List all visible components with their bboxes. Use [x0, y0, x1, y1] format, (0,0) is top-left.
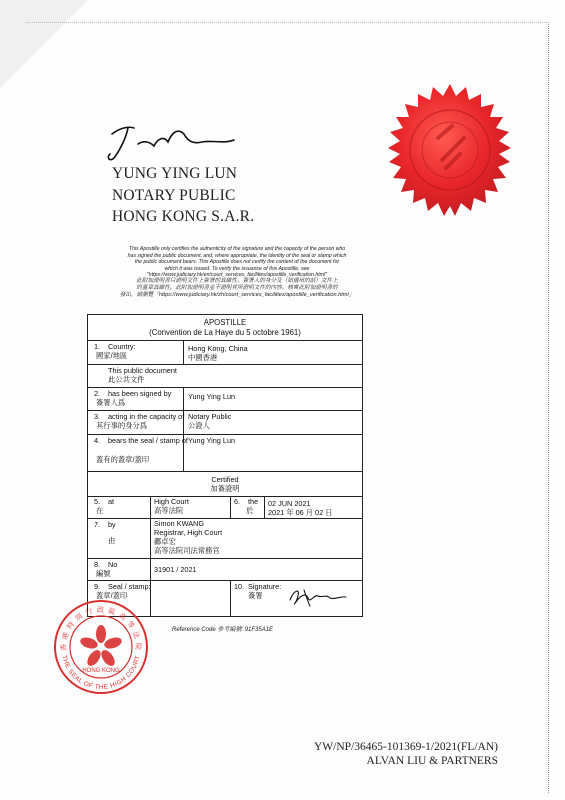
- footer-reference: [314, 741, 498, 768]
- capacity-value-zh: 公證人: [188, 421, 210, 430]
- seal-of-label-zh: 蓋有的蓋章/蓋印: [96, 455, 150, 464]
- by-value-name: Simon KWANG: [154, 519, 205, 528]
- date-value-zh: 2021 年 06 月 02 日: [268, 508, 333, 517]
- disclaimer-line: This Apostille only certifies the authenticity of the signature and the capacity of the person who: [128, 246, 346, 252]
- footer-file-ref: YW/NP/36465-101369-1/2021(FL/AN): [314, 741, 498, 753]
- disclaimer-line: 此附加證明書只證明文件上簽署的真確性、簽署人的身分及（如適用的話）文件上: [136, 278, 338, 284]
- row-number: 2.: [94, 389, 101, 398]
- at-value-zh: 高等法院: [154, 506, 184, 515]
- divider: [88, 496, 362, 497]
- red-wax-seal: [380, 82, 520, 222]
- seal-of-value: Yung Ying Lun: [188, 436, 236, 445]
- footer-firm-name: ALVAN LIU & PARTNERS: [366, 754, 498, 767]
- disclaimer-line: 的蓋章真確性。此附加證明書並不證明其所證明文件的內容。核實此附加證明書的: [136, 285, 338, 291]
- divider: [150, 496, 151, 616]
- row-number: 10.: [234, 582, 245, 591]
- by-value-title-zh: 高等法院司法常務官: [154, 546, 220, 555]
- disclaimer-line: "https://www.judiciary.hk/en/court_services_facilities/apostille_verification.html": [146, 272, 328, 279]
- by-label-zh: 由: [108, 536, 116, 545]
- divider: [88, 434, 362, 435]
- number-value: 31901 / 2021: [154, 565, 197, 574]
- date-value: 02 JUN 2021: [268, 499, 311, 508]
- row-number: 1.: [94, 342, 101, 351]
- apostille-title: APOSTILLE: [203, 318, 247, 327]
- signed-by-value: Yung Ying Lun: [188, 392, 236, 401]
- apostille-disclaimer-zh: [98, 278, 376, 299]
- number-label-zh: 編號: [96, 569, 111, 578]
- signature-label: Signature:: [248, 582, 282, 591]
- disclaimer-line: 發出，請瀏覽「https://www.judiciary.hk/zh/court_services_facilities/apostille_verification.html」: [119, 292, 355, 298]
- this-document-text-zh: 此公共文件: [108, 375, 145, 384]
- apostille-subtitle: (Convention de La Haye du 5 octobre 1961): [149, 327, 301, 337]
- divider: [88, 471, 362, 472]
- apostille-certificate: [87, 314, 363, 617]
- court-seal-inner: HONG KONG: [82, 668, 120, 674]
- at-value: High Court: [154, 497, 189, 506]
- notary-region: HONG KONG S.A.R.: [112, 208, 255, 225]
- divider: [88, 558, 362, 559]
- by-value-name-zh: 鄺卓宏: [154, 537, 176, 546]
- seal-stamp-label-zh: 蓋章/蓋印: [96, 591, 128, 600]
- notary-name: YUNG YING LUN: [112, 165, 238, 182]
- divider: [88, 580, 362, 581]
- at-label: at: [108, 497, 115, 506]
- notary-stamp-block: [112, 163, 254, 228]
- notary-signature: [98, 118, 238, 164]
- signature-label-zh: 簽署: [248, 591, 263, 600]
- high-court-seal: [52, 598, 150, 696]
- reference-code: Reference Code 參考編號: 91F35A1E: [172, 627, 274, 633]
- country-value: Hong Kong, China: [188, 344, 248, 353]
- registrar-signature: [286, 586, 348, 608]
- row-number: 6.: [234, 497, 241, 506]
- divider: [88, 387, 362, 388]
- the-label: the: [248, 497, 259, 506]
- disclaimer-line: has signed the public document, and, where appropriate, the identity of the seal or stamp which: [127, 252, 347, 259]
- divider: [88, 364, 362, 365]
- the-label-zh: 於: [246, 506, 254, 515]
- row-number: 7.: [94, 520, 101, 529]
- court-seal-text: THE SEAL OF THE HIGH COURT: [60, 654, 142, 692]
- country-label: Country:: [108, 342, 136, 351]
- disclaimer-line: the public document bears. This Apostille does not certify the content of the document for: [134, 259, 340, 266]
- svg-text:香 港 特 別 行 政 區 高 等 法 院: 香 港 特 別 行 政 區 高 等 法 院: [60, 607, 142, 651]
- divider: [183, 340, 184, 364]
- signed-by-label-zh: 簽署人爲: [96, 398, 126, 407]
- seal-stamp-label: Seal / stamp:: [108, 582, 151, 591]
- apostille-disclaimer-en: [98, 246, 376, 279]
- certified-heading: Certified: [211, 475, 239, 484]
- by-label: by: [108, 520, 116, 529]
- seal-of-label: bears the seal / stamp of: [108, 436, 188, 445]
- by-value-title: Registrar, High Court: [154, 528, 223, 537]
- capacity-label: acting in the capacity of: [108, 412, 185, 421]
- this-document-text: This public document: [108, 366, 177, 375]
- divider: [230, 580, 231, 616]
- number-label: No: [108, 560, 118, 569]
- row-number: 4.: [94, 436, 101, 445]
- divider: [88, 340, 362, 341]
- capacity-label-zh: 其行事的身分爲: [96, 421, 148, 430]
- row-number: 5.: [94, 497, 101, 506]
- divider: [88, 410, 362, 411]
- row-number: 9.: [94, 582, 101, 591]
- at-label-zh: 在: [96, 506, 104, 515]
- disclaimer-line: which it was issued. To verify the issuance of this Apostille, see: [164, 265, 310, 272]
- row-number: 3.: [94, 412, 101, 421]
- divider: [230, 496, 231, 518]
- certified-heading-zh: 加簽證明: [210, 484, 240, 493]
- divider: [183, 387, 184, 471]
- divider: [264, 496, 265, 518]
- apostille-title-block: [88, 318, 362, 337]
- country-label-zh: 國家/地區: [96, 351, 128, 360]
- signed-by-label: has been signed by: [108, 389, 172, 398]
- divider: [88, 518, 362, 519]
- row-number: 8.: [94, 560, 101, 569]
- notary-title: NOTARY PUBLIC: [112, 186, 236, 204]
- country-value-zh: 中國香港: [188, 353, 218, 362]
- capacity-value: Notary Public: [188, 412, 232, 421]
